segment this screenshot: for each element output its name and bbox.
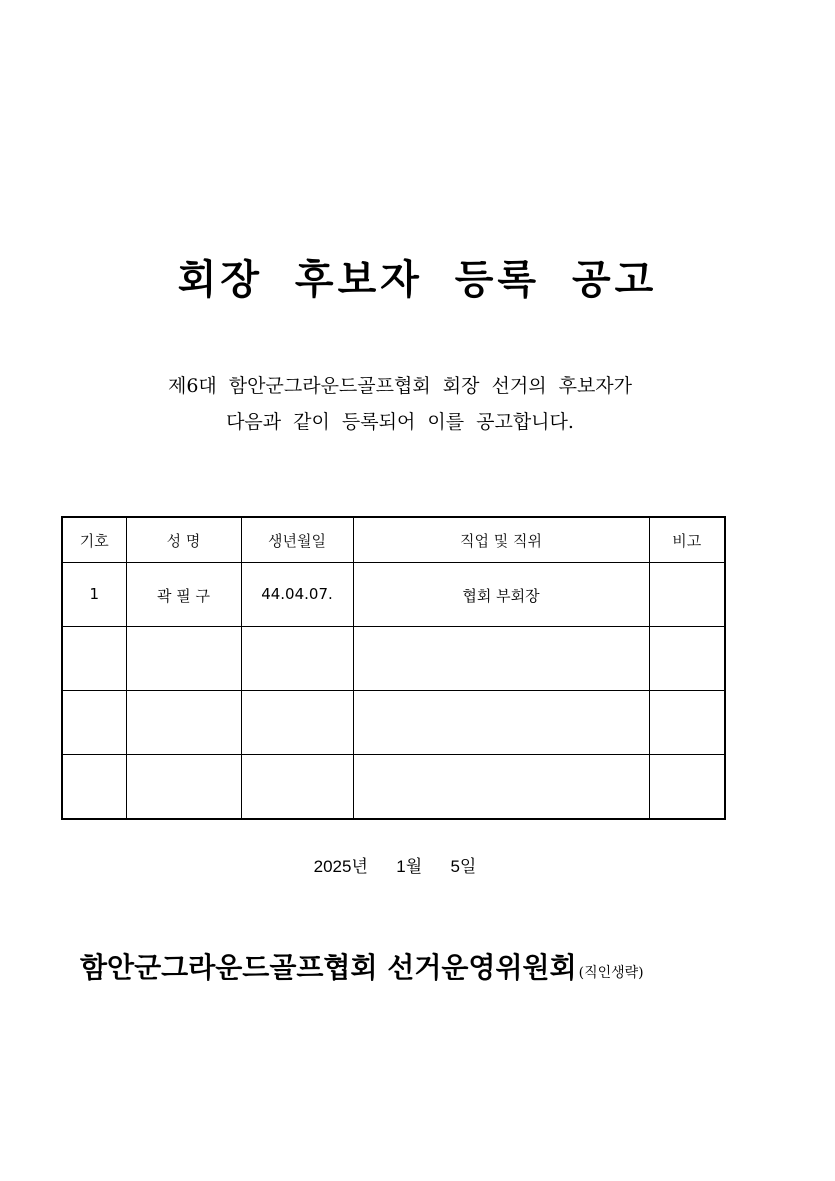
cell-number	[62, 627, 126, 691]
cell-remarks	[649, 563, 725, 627]
candidate-table	[61, 516, 726, 820]
header-occupation: 직업 및 직위	[353, 517, 649, 563]
cell-occupation	[353, 691, 649, 755]
table-row	[62, 691, 725, 755]
header-number: 기호	[62, 517, 126, 563]
intro-line-1: 제6대 함안군그라운드골프협회 회장 선거의 후보자가	[167, 375, 633, 397]
cell-birthdate: 44.04.07.	[241, 563, 353, 627]
cell-birthdate	[241, 627, 353, 691]
cell-name	[126, 691, 241, 755]
table-row	[62, 563, 725, 627]
date-month: 1월	[396, 857, 423, 876]
date-day: 5일	[450, 857, 477, 876]
cell-birthdate	[241, 755, 353, 820]
cell-name	[126, 627, 241, 691]
header-remarks: 비고	[649, 517, 725, 563]
date-year: 2025년	[313, 857, 368, 876]
cell-occupation	[353, 627, 649, 691]
cell-occupation: 협회 부회장	[353, 563, 649, 627]
cell-name: 곽 필 구	[126, 563, 241, 627]
table-header-row	[62, 517, 725, 563]
cell-remarks	[649, 691, 725, 755]
notice-date	[0, 852, 790, 877]
cell-number: 1	[62, 563, 126, 627]
seal-omitted-note: (직인생략)	[578, 965, 644, 981]
issuer-organization: 함안군그라운드골프협회 선거운영위원회	[80, 951, 577, 984]
issuer-signature	[80, 946, 820, 986]
cell-birthdate	[241, 691, 353, 755]
table-row	[62, 627, 725, 691]
notice-title: 회장 후보자 등록 공고	[177, 256, 658, 303]
cell-occupation	[353, 755, 649, 820]
header-name: 성 명	[126, 517, 241, 563]
header-birthdate: 생년월일	[241, 517, 353, 563]
notice-intro	[0, 368, 800, 440]
cell-number	[62, 691, 126, 755]
table-row	[62, 755, 725, 820]
cell-remarks	[649, 627, 725, 691]
cell-remarks	[649, 755, 725, 820]
cell-name	[126, 755, 241, 820]
cell-number	[62, 755, 126, 820]
intro-line-2: 다음과 같이 등록되어 이를 공고합니다.	[226, 411, 574, 433]
